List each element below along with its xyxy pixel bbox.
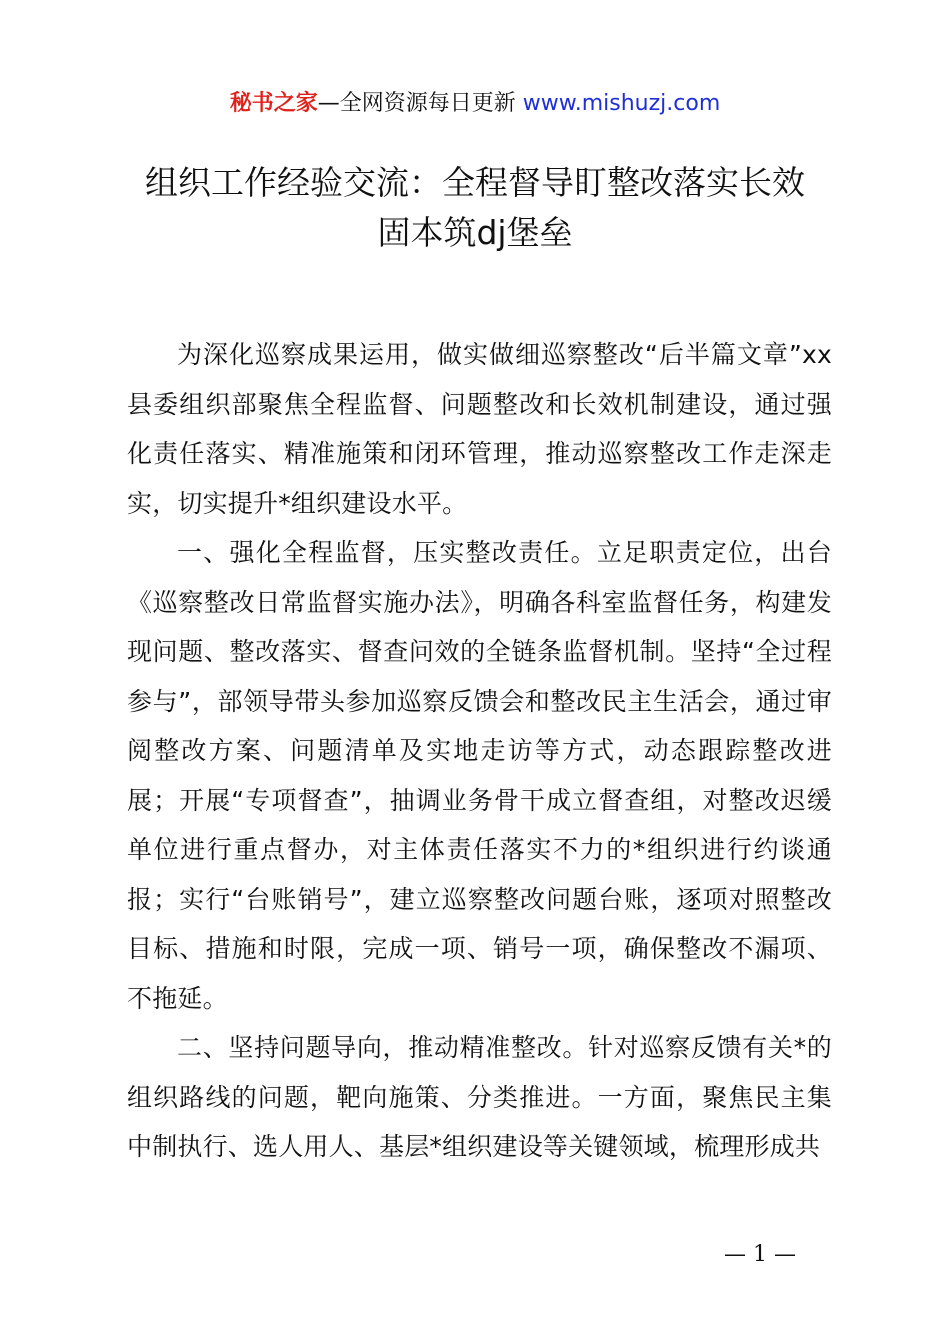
- header-tagline: —全网资源每日更新: [317, 91, 523, 116]
- page-number: — 1 —: [724, 1242, 796, 1267]
- document-title: [110, 158, 840, 258]
- document-body: [127, 330, 832, 1172]
- site-url-link[interactable]: www.mishuzj.com: [522, 91, 721, 116]
- title-line-2: 固本筑dj堡垒: [377, 213, 573, 252]
- brand-name: 秘书之家: [229, 91, 318, 116]
- header-banner: [0, 88, 950, 120]
- paragraph-section-2: 二、坚持问题导向，推动精准整改。针对巡察反馈有关*的组织路线的问题，靶向施策、分类推进。一方面，聚焦民主集中制执行、选人用人、基层*组织建设等关键领域，梳理形成共: [127, 1033, 832, 1161]
- title-line-1: 组织工作经验交流：全程督导盯整改落实长效: [145, 163, 805, 202]
- paragraph-section-1: 一、强化全程监督，压实整改责任。立足职责定位，出台《巡察整改日常监督实施办法》，明确各科室监督任务，构建发现问题、整改落实、督查问效的全链条监督机制。坚持“全过程参与”，部领导带头参加巡察反馈会和整改民主生活会，通过审阅整改方案、问题清单及实地走访等方式，动态跟踪整改进展；开展“专项督查”，抽调业务骨干成立督查组，对整改迟缓单位进行重点督办，对主体责任落实不力的*组织进行约谈通报；实行“台账销号”，建立巡察整改问题台账，逐项对照整改目标、措施和时限，完成一项、销号一项，确保整改不漏项、不拖延。: [127, 538, 832, 1013]
- paragraph-intro: 为深化巡察成果运用，做实做细巡察整改“后半篇文章”xx县委组织部聚焦全程监督、问题整改和长效机制建设，通过强化责任落实、精准施策和闭环管理，推动巡察整改工作走深走实，切实提升*组织建设水平。: [127, 340, 832, 518]
